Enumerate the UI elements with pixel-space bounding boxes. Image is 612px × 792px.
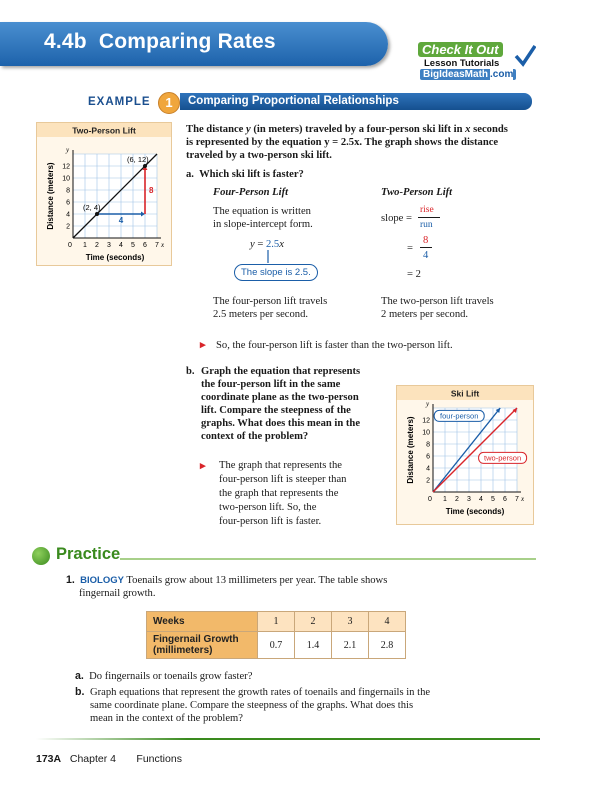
- badge-line-1: Check It Out: [418, 42, 503, 57]
- fingernail-growth-table: [146, 611, 406, 659]
- chart-svg: [37, 123, 171, 265]
- part-b-letter: b.: [186, 366, 195, 377]
- part-a-question: a. Which ski lift is faster?: [186, 169, 304, 180]
- fraction-bar: [418, 217, 440, 218]
- four-person-equation: y = 2.5x: [250, 239, 284, 250]
- point-label: (6, 12): [127, 155, 149, 164]
- problem-number: 1. BIOLOGY Toenails grow about 13 millimeters per year. The table shows: [66, 574, 388, 586]
- badge-line-3: BigIdeasMath .com: [420, 69, 516, 80]
- section-title: 4.4b Comparing Rates: [44, 30, 276, 53]
- x-tick-label: 6: [143, 242, 147, 249]
- y-tick-label: 4: [426, 465, 430, 473]
- part-b-practice-text: Graph equations that represent the growth rates of toenails and fingernails in the same coordinate plane. Compare the steepness of the graphs. What does this mean in the context of the problem?: [90, 687, 431, 724]
- example-title: Comparing Proportional Relationships: [188, 95, 399, 107]
- chart-title: Two-Person Lift: [72, 125, 136, 136]
- x-tick-label: 1: [83, 242, 87, 249]
- footer-rule: [36, 738, 540, 740]
- x-axis-label: Time (seconds): [85, 253, 145, 262]
- callout-pointer: [262, 250, 274, 264]
- y-tick-label: 6: [66, 199, 70, 207]
- table-cell: 3: [332, 612, 369, 632]
- run-number: 4: [423, 250, 429, 261]
- chart-svg: [397, 386, 533, 524]
- x-tick-label: 7: [155, 242, 159, 249]
- x-tick-label: 3: [107, 242, 111, 249]
- series-label: two-person: [484, 453, 522, 463]
- footer: 173A Chapter 4 Functions: [36, 753, 182, 765]
- x-tick-label: 4: [479, 496, 483, 503]
- y-tick-label: 2: [426, 477, 430, 485]
- x-tick-label: 0: [68, 242, 72, 249]
- answer-arrow-icon: ▸: [200, 460, 206, 472]
- x-tick-label: 6: [503, 496, 507, 503]
- run-label: run: [420, 220, 433, 230]
- part-a-practice: a. Do fingernails or toenails grow faster?: [75, 670, 253, 682]
- x-axis-letter: x: [161, 241, 165, 249]
- lesson-tutorials-badge[interactable]: [418, 42, 534, 82]
- badge-line-2: Lesson Tutorials: [424, 58, 500, 69]
- x-tick-label: 7: [515, 496, 519, 503]
- example-label: EXAMPLE: [88, 96, 151, 108]
- ski-lift-graph: [396, 385, 534, 525]
- series-label: four-person: [440, 411, 479, 421]
- x-tick-label: 5: [131, 242, 135, 249]
- row-header: Fingernail Growth (millimeters): [147, 632, 258, 659]
- example-intro: The distance y (in meters) traveled by a four-person ski lift in x seconds is represented by the equation y = 2.5x. The graph shows the distance traveled by a two-person ski lift.: [186, 124, 508, 161]
- y-tick-label: 10: [422, 429, 430, 437]
- point-label: (2, 4): [83, 203, 101, 212]
- y-axis-label: Distance (meters): [46, 162, 55, 230]
- four-person-conclusion-1: The four-person lift travels: [213, 296, 328, 307]
- y-tick-label: 12: [62, 163, 70, 171]
- y-axis-letter: y: [66, 146, 70, 154]
- problem-text-2: fingernail growth.: [79, 588, 156, 599]
- x-tick-label: 5: [491, 496, 495, 503]
- part-b-question: Graph the equation that represents the four-person lift in the same coordinate plane as the two-person lift. Compare the steepness of the graphs. What does this mean in the context of the problem?: [201, 366, 361, 442]
- x-tick-label: 2: [95, 242, 99, 249]
- y-tick-label: 8: [66, 187, 70, 195]
- practice-divider: [120, 558, 536, 560]
- part-b-answer: The graph that represents the four-person lift is steeper than the graph that represents the two-person lift. So, the four-person lift is faster.: [219, 460, 347, 527]
- table-cell: 1.4: [295, 632, 332, 659]
- checkmark-icon: [514, 44, 536, 68]
- slope-result: = 2: [407, 269, 421, 280]
- two-person-heading: Two-Person Lift: [381, 187, 453, 198]
- x-tick-label: 3: [467, 496, 471, 503]
- fraction-bar-2: [420, 247, 432, 248]
- two-person-conclusion-2: 2 meters per second.: [381, 309, 469, 320]
- four-person-text-1: The equation is written: [213, 206, 311, 217]
- data-point: [95, 212, 99, 216]
- slope-callout: The slope is 2.5.: [234, 264, 318, 281]
- practice-dot-icon: [32, 547, 50, 565]
- four-person-heading: Four-Person Lift: [213, 187, 289, 198]
- part-a-conclusion: So, the four-person lift is faster than the two-person lift.: [216, 340, 453, 351]
- table-cell: 2: [295, 612, 332, 632]
- y-tick-label: 12: [422, 417, 430, 425]
- equals-sign: =: [407, 243, 413, 254]
- x-tick-label: 0: [428, 496, 432, 503]
- rise-number: 8: [423, 235, 429, 246]
- table-row: [147, 612, 406, 632]
- run-label: 4: [118, 216, 124, 225]
- data-point: [143, 164, 147, 168]
- y-axis-letter: y: [426, 400, 430, 408]
- table-cell: 2.8: [369, 632, 406, 659]
- y-tick-label: 10: [62, 175, 70, 183]
- x-tick-label: 4: [119, 242, 123, 249]
- rise-label: 8: [149, 186, 154, 195]
- table-cell: 0.7: [258, 632, 295, 659]
- x-tick-label: 1: [443, 496, 447, 503]
- y-tick-label: 2: [66, 223, 70, 231]
- chart-title: Ski Lift: [450, 388, 480, 399]
- x-tick-label: 2: [455, 496, 459, 503]
- two-person-lift-graph: [36, 122, 172, 266]
- conclusion-arrow-icon: ▸: [200, 339, 206, 351]
- slope-word: slope =: [381, 213, 412, 224]
- rise-label: rise: [420, 205, 434, 215]
- two-person-conclusion-1: The two-person lift travels: [381, 296, 494, 307]
- table-cell: 4: [369, 612, 406, 632]
- row-header: Weeks: [147, 612, 258, 632]
- x-axis-label: Time (seconds): [445, 507, 505, 516]
- table-cell: 2.1: [332, 632, 369, 659]
- four-person-conclusion-2: 2.5 meters per second.: [213, 309, 309, 320]
- y-tick-label: 8: [426, 441, 430, 449]
- practice-title: Practice: [56, 545, 121, 563]
- part-b-practice-letter: b.: [75, 686, 85, 698]
- table-row: [147, 632, 406, 659]
- y-tick-label: 4: [66, 211, 70, 219]
- four-person-text-2: in slope-intercept form.: [213, 219, 313, 230]
- y-tick-label: 6: [426, 453, 430, 461]
- y-axis-label: Distance (meters): [406, 416, 415, 484]
- x-axis-letter: x: [521, 495, 525, 503]
- table-cell: 1: [258, 612, 295, 632]
- example-number: 1: [158, 92, 180, 114]
